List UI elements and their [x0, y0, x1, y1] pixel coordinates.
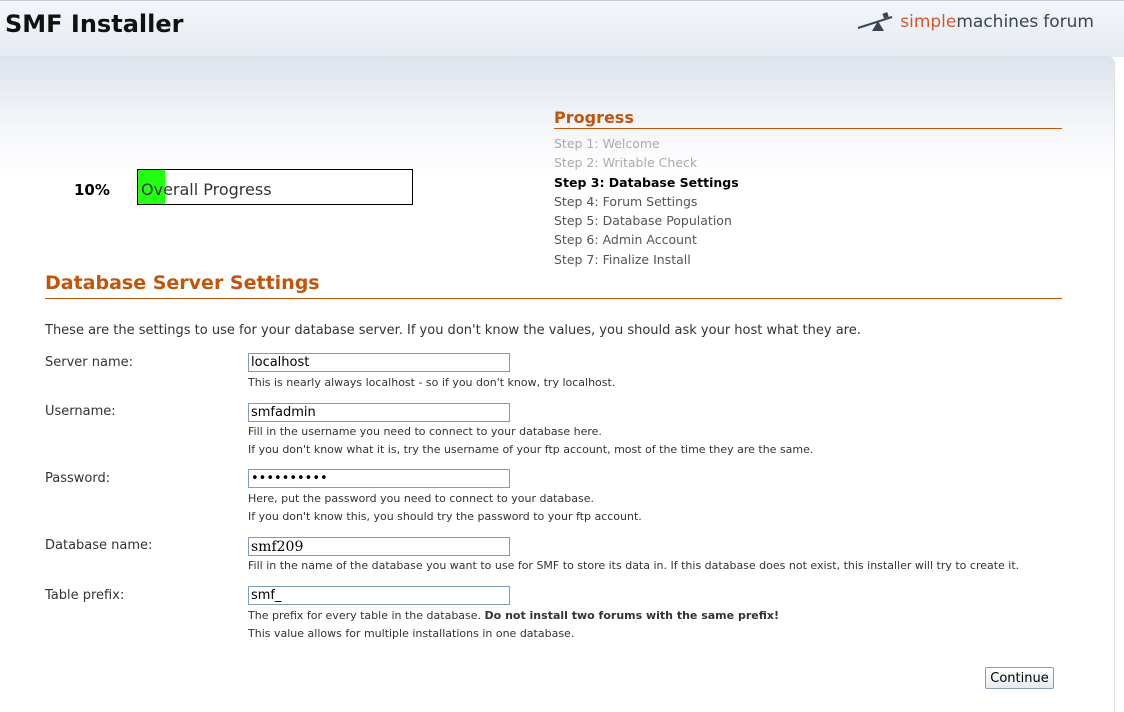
server-name-hint: This is nearly always localhost - so if you don't know, try localhost.	[248, 376, 616, 389]
progress-step-3: Step 3: Database Settings	[554, 174, 739, 190]
logo-text-machines: machines	[956, 12, 1039, 32]
table-prefix-input[interactable]	[248, 586, 510, 605]
progress-step-1: Step 1: Welcome	[554, 136, 660, 151]
database-name-input[interactable]	[248, 537, 510, 556]
simplemachines-logo[interactable]	[856, 9, 1094, 35]
progress-step-7: Step 7: Finalize Install	[554, 251, 691, 267]
server-name-label: Server name:	[45, 355, 134, 370]
password-hint-1: Here, put the password you need to connect to your database.	[248, 492, 594, 505]
progress-bar-label: Overall Progress	[141, 180, 272, 199]
database-name-hint: Fill in the name of the database you want to use for SMF to store its data in. If this database does not exist, this installer will try to create it.	[248, 559, 1020, 572]
table-prefix-hint-warning: Do not install two forums with the same prefix!	[484, 609, 779, 622]
seesaw-logo-icon	[856, 11, 896, 33]
progress-step-2: Step 2: Writable Check	[554, 155, 698, 171]
header	[0, 0, 1124, 57]
username-hint-2: If you don't know what it is, try the username of your ftp account, most of the time they are the same.	[248, 443, 814, 456]
logo-text-forum: forum	[1043, 12, 1094, 32]
continue-button[interactable]: Continue	[985, 667, 1054, 689]
username-label: Username:	[45, 404, 116, 419]
intro-text: These are the settings to use for your database server. If you don't know the values, you should ask your host what they are.	[45, 323, 861, 338]
progress-step-6: Step 6: Admin Account	[554, 232, 697, 248]
table-prefix-hint-normal: The prefix for every table in the database.	[248, 609, 482, 622]
table-prefix-hint-2: This value allows for multiple installations in one database.	[248, 627, 575, 640]
username-hint-1: Fill in the username you need to connect to your database here.	[248, 425, 602, 438]
username-input[interactable]	[248, 403, 510, 422]
table-prefix-hint-1	[248, 609, 779, 622]
table-prefix-label: Table prefix:	[45, 588, 125, 603]
section-title: Database Server Settings	[45, 272, 1062, 299]
step-list	[554, 136, 739, 271]
app-title: SMF Installer	[5, 10, 184, 38]
progress-step-5: Step 5: Database Population	[554, 213, 732, 229]
server-name-input[interactable]	[248, 353, 510, 372]
database-name-label: Database name:	[45, 538, 153, 553]
logo-text-simple: simple	[900, 12, 957, 32]
progress-heading: Progress	[554, 108, 1062, 129]
password-hint-2: If you don't know this, you should try the password to your ftp account.	[248, 510, 642, 523]
progress-percent: 10%	[74, 181, 110, 199]
password-input[interactable]	[248, 469, 510, 488]
password-label: Password:	[45, 471, 111, 486]
progress-step-4: Step 4: Forum Settings	[554, 193, 698, 209]
overall-progress-bar	[137, 169, 413, 205]
